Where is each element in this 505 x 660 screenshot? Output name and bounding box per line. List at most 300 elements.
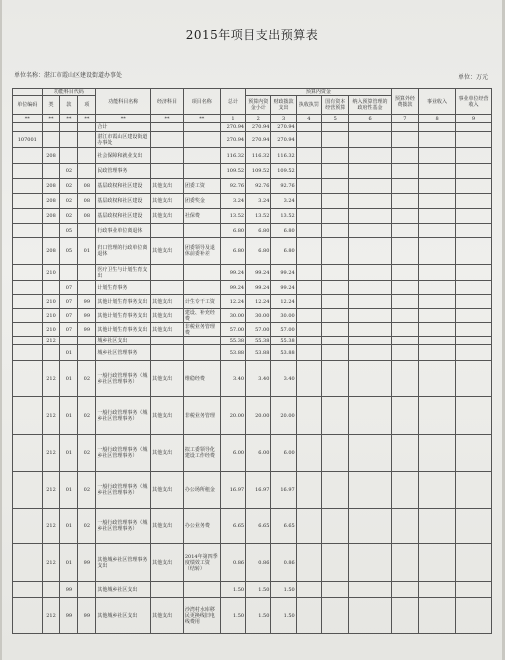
table-row <box>13 123 492 132</box>
budget-sub-cell: 270.94 <box>246 123 271 132</box>
func-name-cell: 其他计划生育事务支出 <box>96 295 151 309</box>
func-name-cell: 社会保障和就业支出 <box>96 148 151 164</box>
kuan-cell <box>60 265 78 281</box>
kuan-cell: 02 <box>60 209 78 224</box>
affiliate-cell <box>456 179 492 194</box>
total-cell: 13.52 <box>220 209 245 224</box>
total-cell: 109.52 <box>220 164 245 179</box>
business-cell <box>419 472 456 509</box>
extra-cell <box>391 132 418 148</box>
affiliate-cell <box>456 281 492 295</box>
fiscal-cell: 53.88 <box>271 345 296 361</box>
econ-cell: 其他支出 <box>151 544 184 582</box>
unit-code-cell <box>13 361 43 397</box>
extra-cell <box>391 123 418 132</box>
fiscal-cell: 109.52 <box>271 164 296 179</box>
lei-cell: 210 <box>42 265 60 281</box>
lei-cell: 212 <box>42 397 60 435</box>
lei-cell <box>42 345 60 361</box>
func-name-cell: 行政事业单位离退休 <box>96 224 151 238</box>
proj-name-cell <box>183 281 220 295</box>
state-capital-cell <box>322 323 349 337</box>
gov-fund-cell <box>349 509 391 544</box>
proj-name-cell: 团委奖金 <box>183 194 220 209</box>
kuan-cell: 01 <box>60 472 78 509</box>
fiscal-cell: 6.80 <box>271 238 296 265</box>
lei-cell <box>42 132 60 148</box>
xiang-cell <box>78 582 96 598</box>
kuan-cell: 07 <box>60 309 78 323</box>
budget-sub-cell: 12.24 <box>246 295 271 309</box>
kuan-cell: 07 <box>60 323 78 337</box>
gov-fund-cell <box>349 361 391 397</box>
header-econ: 经济科目 <box>151 89 184 115</box>
unified-cell <box>296 295 321 309</box>
unit-code-cell <box>13 323 43 337</box>
proj-name-cell: 社保费 <box>183 209 220 224</box>
table-row <box>13 544 492 582</box>
econ-cell <box>151 132 184 148</box>
total-cell: 53.88 <box>220 345 245 361</box>
xiang-cell: 02 <box>78 397 96 435</box>
column-mark: ** <box>60 115 78 123</box>
state-capital-cell <box>322 544 349 582</box>
unit-code-cell <box>13 224 43 238</box>
unit-code-cell <box>13 598 43 634</box>
kuan-cell: 05 <box>60 238 78 265</box>
table-row <box>13 148 492 164</box>
business-cell <box>419 435 456 472</box>
gov-fund-cell <box>349 224 391 238</box>
fiscal-cell: 6.00 <box>271 435 296 472</box>
budget-sub-cell: 16.97 <box>246 472 271 509</box>
unit-code-cell <box>13 337 43 345</box>
lei-cell: 212 <box>42 337 60 345</box>
kuan-cell: 02 <box>60 164 78 179</box>
header-unit-code: 单位编码 <box>13 96 43 115</box>
affiliate-cell <box>456 361 492 397</box>
unified-cell <box>296 323 321 337</box>
table-row <box>13 295 492 309</box>
state-capital-cell <box>322 472 349 509</box>
table-body <box>13 115 492 634</box>
total-cell: 1.50 <box>220 582 245 598</box>
gov-fund-cell <box>349 544 391 582</box>
header-func-code-group: 功能科目代码 <box>42 89 96 96</box>
kuan-cell: 99 <box>60 598 78 634</box>
fiscal-cell: 99.24 <box>271 281 296 295</box>
table-row <box>13 281 492 295</box>
econ-cell <box>151 123 184 132</box>
state-capital-cell <box>322 435 349 472</box>
econ-cell: 其他支出 <box>151 397 184 435</box>
kuan-cell: 99 <box>60 582 78 598</box>
lei-cell: 210 <box>42 323 60 337</box>
proj-name-cell <box>183 123 220 132</box>
column-mark: ** <box>151 115 184 123</box>
xiang-cell <box>78 265 96 281</box>
business-cell <box>419 337 456 345</box>
extra-cell <box>391 509 418 544</box>
affiliate-cell <box>456 194 492 209</box>
table-row <box>13 238 492 265</box>
unified-cell <box>296 132 321 148</box>
state-capital-cell <box>322 148 349 164</box>
xiang-cell: 99 <box>78 598 96 634</box>
fiscal-cell: 30.00 <box>271 309 296 323</box>
table-row <box>13 472 492 509</box>
unit-code-cell <box>13 435 43 472</box>
gov-fund-cell <box>349 148 391 164</box>
unified-cell <box>296 148 321 164</box>
unit-code-cell <box>13 509 43 544</box>
extra-cell <box>391 148 418 164</box>
proj-name-cell: 非税业务管理费 <box>183 323 220 337</box>
header-lei: 类 <box>42 96 60 115</box>
unit-code-cell <box>13 164 43 179</box>
xiang-cell <box>78 337 96 345</box>
affiliate-cell <box>456 435 492 472</box>
state-capital-cell <box>322 179 349 194</box>
gov-fund-cell <box>349 337 391 345</box>
func-name-cell: 一般行政管理事务（城乡社区管理事务） <box>96 435 151 472</box>
budget-sub-cell: 6.80 <box>246 238 271 265</box>
proj-name-cell <box>183 164 220 179</box>
proj-name-cell <box>183 337 220 345</box>
econ-cell: 其他支出 <box>151 179 184 194</box>
budget-sub-cell: 30.00 <box>246 309 271 323</box>
state-capital-cell <box>322 281 349 295</box>
affiliate-cell <box>456 345 492 361</box>
lei-cell <box>42 164 60 179</box>
unit-code-cell <box>13 148 43 164</box>
proj-name-cell: 非税业务管理 <box>183 397 220 435</box>
fiscal-cell: 270.94 <box>271 123 296 132</box>
xiang-cell: 99 <box>78 544 96 582</box>
xiang-cell: 02 <box>78 361 96 397</box>
state-capital-cell <box>322 509 349 544</box>
header-kuan: 款 <box>60 96 78 115</box>
table-row <box>13 224 492 238</box>
budget-sub-cell: 6.80 <box>246 224 271 238</box>
total-cell: 6.00 <box>220 435 245 472</box>
func-name-cell: 归口管理的行政单位离退休 <box>96 238 151 265</box>
total-cell: 6.65 <box>220 509 245 544</box>
header-func-name: 功能科目名称 <box>96 89 151 115</box>
func-name-cell: 其他计划生育事务支出 <box>96 309 151 323</box>
econ-cell <box>151 582 184 598</box>
budget-sub-cell: 92.76 <box>246 179 271 194</box>
func-name-cell: 其他城乡社区支出 <box>96 598 151 634</box>
gov-fund-cell <box>349 194 391 209</box>
total-cell: 92.76 <box>220 179 245 194</box>
kuan-cell: 01 <box>60 361 78 397</box>
state-capital-cell <box>322 123 349 132</box>
func-name-cell: 城乡社区管理事务 <box>96 345 151 361</box>
business-cell <box>419 164 456 179</box>
budget-sub-cell: 55.38 <box>246 337 271 345</box>
column-mark: ** <box>13 115 43 123</box>
table-row <box>13 361 492 397</box>
affiliate-cell <box>456 598 492 634</box>
affiliate-cell <box>456 224 492 238</box>
lei-cell: 210 <box>42 295 60 309</box>
budget-sub-cell: 13.52 <box>246 209 271 224</box>
func-name-cell: 其他城乡社区支出 <box>96 582 151 598</box>
xiang-cell <box>78 345 96 361</box>
state-capital-cell <box>322 265 349 281</box>
extra-cell <box>391 544 418 582</box>
unified-cell <box>296 337 321 345</box>
lei-cell: 208 <box>42 209 60 224</box>
unified-cell <box>296 397 321 435</box>
gov-fund-cell <box>349 309 391 323</box>
kuan-cell <box>60 132 78 148</box>
total-cell: 6.80 <box>220 224 245 238</box>
xiang-cell: 99 <box>78 295 96 309</box>
xiang-cell <box>78 123 96 132</box>
gov-fund-cell <box>349 209 391 224</box>
unified-cell <box>296 435 321 472</box>
proj-name-cell <box>183 132 220 148</box>
lei-cell: 212 <box>42 435 60 472</box>
affiliate-cell <box>456 337 492 345</box>
func-name-cell: 一般行政管理事务（城乡社区管理事务） <box>96 509 151 544</box>
gov-fund-cell <box>349 397 391 435</box>
kuan-cell: 01 <box>60 544 78 582</box>
proj-name-cell <box>183 345 220 361</box>
proj-name-cell <box>183 582 220 598</box>
total-cell: 12.24 <box>220 295 245 309</box>
extra-cell <box>391 164 418 179</box>
business-cell <box>419 345 456 361</box>
table-row <box>13 435 492 472</box>
xiang-cell: 08 <box>78 209 96 224</box>
unit-code-cell <box>13 345 43 361</box>
kuan-cell: 07 <box>60 281 78 295</box>
unit-code-cell <box>13 123 43 132</box>
proj-name-cell: 团委领导及退休前委补差 <box>183 238 220 265</box>
unit-code-cell <box>13 397 43 435</box>
unified-cell <box>296 179 321 194</box>
state-capital-cell <box>322 345 349 361</box>
header-extra: 预算外经费拨款 <box>391 89 418 115</box>
unified-cell <box>296 472 321 509</box>
xiang-cell: 01 <box>78 238 96 265</box>
xiang-cell <box>78 164 96 179</box>
extra-cell <box>391 295 418 309</box>
business-cell <box>419 295 456 309</box>
business-cell <box>419 179 456 194</box>
state-capital-cell <box>322 582 349 598</box>
header-fiscal: 财政拨款支出 <box>271 96 296 115</box>
unit-measure-label: 单位：万元 <box>457 74 488 81</box>
unit-code-cell <box>13 265 43 281</box>
budget-sub-cell: 3.40 <box>246 361 271 397</box>
table-row <box>13 337 492 345</box>
extra-cell <box>391 194 418 209</box>
business-cell <box>419 598 456 634</box>
fiscal-cell: 3.24 <box>271 194 296 209</box>
gov-fund-cell <box>349 582 391 598</box>
header-proj-name: 项目名称 <box>183 89 220 115</box>
column-mark: ** <box>42 115 60 123</box>
affiliate-cell <box>456 397 492 435</box>
business-cell <box>419 309 456 323</box>
gov-fund-cell <box>349 265 391 281</box>
unified-cell <box>296 265 321 281</box>
budget-sub-cell: 57.00 <box>246 323 271 337</box>
func-name-cell: 其他城乡社区管理事务支出 <box>96 544 151 582</box>
business-cell <box>419 238 456 265</box>
column-mark: 1 <box>220 115 245 123</box>
func-name-cell: 基层政权和社区建设 <box>96 209 151 224</box>
column-marks-row <box>13 115 492 123</box>
unified-cell <box>296 238 321 265</box>
fiscal-cell: 3.40 <box>271 361 296 397</box>
extra-cell <box>391 582 418 598</box>
xiang-cell <box>78 148 96 164</box>
table-row <box>13 132 492 148</box>
unit-code-cell <box>13 582 43 598</box>
econ-cell: 其他支出 <box>151 472 184 509</box>
gov-fund-cell <box>349 164 391 179</box>
column-mark: 7 <box>391 115 418 123</box>
func-name-cell: 医疗卫生与计划生育支出 <box>96 265 151 281</box>
proj-name-cell: 建设、补充经费 <box>183 309 220 323</box>
econ-cell: 其他支出 <box>151 309 184 323</box>
affiliate-cell <box>456 309 492 323</box>
budget-table <box>12 88 492 634</box>
table-row <box>13 582 492 598</box>
column-mark: 5 <box>322 115 349 123</box>
affiliate-cell <box>456 582 492 598</box>
table-row <box>13 309 492 323</box>
state-capital-cell <box>322 224 349 238</box>
lei-cell: 208 <box>42 194 60 209</box>
fiscal-cell: 12.24 <box>271 295 296 309</box>
fiscal-cell: 6.80 <box>271 224 296 238</box>
table-row <box>13 598 492 634</box>
budget-sheet <box>2 0 502 660</box>
budget-sub-cell: 270.94 <box>246 132 271 148</box>
econ-cell: 其他支出 <box>151 238 184 265</box>
header-gov-fund: 纳入预算管理的政府性基金 <box>349 96 391 115</box>
header-unified: 执收执罚 <box>296 96 321 115</box>
proj-name-cell: 计生专干工资 <box>183 295 220 309</box>
xiang-cell: 02 <box>78 509 96 544</box>
proj-name-cell: 2014年第四季度绩效工资（结转） <box>183 544 220 582</box>
econ-cell: 其他支出 <box>151 295 184 309</box>
func-name-cell: 一般行政管理事务（城乡社区管理事务） <box>96 397 151 435</box>
business-cell <box>419 397 456 435</box>
econ-cell: 其他支出 <box>151 509 184 544</box>
gov-fund-cell <box>349 179 391 194</box>
unit-code-cell <box>13 472 43 509</box>
affiliate-cell <box>456 544 492 582</box>
unified-cell <box>296 281 321 295</box>
total-cell: 270.94 <box>220 132 245 148</box>
xiang-cell: 99 <box>78 323 96 337</box>
econ-cell <box>151 148 184 164</box>
budget-sub-cell: 1.50 <box>246 582 271 598</box>
total-cell: 3.40 <box>220 361 245 397</box>
fiscal-cell: 116.32 <box>271 148 296 164</box>
xiang-cell: 08 <box>78 194 96 209</box>
unified-cell <box>296 582 321 598</box>
unified-cell <box>296 164 321 179</box>
business-cell <box>419 194 456 209</box>
extra-cell <box>391 435 418 472</box>
unit-code-cell <box>13 295 43 309</box>
budget-sub-cell: 3.24 <box>246 194 271 209</box>
total-cell: 55.38 <box>220 337 245 345</box>
page-title: 2015年项目支出预算表 <box>185 28 319 42</box>
state-capital-cell <box>322 295 349 309</box>
table-row <box>13 265 492 281</box>
fiscal-cell: 270.94 <box>271 132 296 148</box>
gov-fund-cell <box>349 238 391 265</box>
func-name-cell: 一般行政管理事务（城乡社区管理事务） <box>96 361 151 397</box>
affiliate-cell <box>456 123 492 132</box>
unit-code-cell <box>13 209 43 224</box>
state-capital-cell <box>322 132 349 148</box>
econ-cell <box>151 337 184 345</box>
fiscal-cell: 13.52 <box>271 209 296 224</box>
total-cell: 30.00 <box>220 309 245 323</box>
budget-sub-cell: 53.88 <box>246 345 271 361</box>
header-xiang: 项 <box>78 96 96 115</box>
lei-cell: 208 <box>42 179 60 194</box>
xiang-cell <box>78 281 96 295</box>
total-cell: 116.32 <box>220 148 245 164</box>
business-cell <box>419 148 456 164</box>
state-capital-cell <box>322 194 349 209</box>
business-cell <box>419 509 456 544</box>
table-row <box>13 209 492 224</box>
econ-cell: 其他支出 <box>151 361 184 397</box>
total-cell: 270.94 <box>220 123 245 132</box>
column-mark: 9 <box>456 115 492 123</box>
gov-fund-cell <box>349 323 391 337</box>
extra-cell <box>391 337 418 345</box>
affiliate-cell <box>456 209 492 224</box>
kuan-cell: 01 <box>60 509 78 544</box>
budget-sub-cell: 6.00 <box>246 435 271 472</box>
total-cell: 0.86 <box>220 544 245 582</box>
proj-name-cell <box>183 148 220 164</box>
func-name-cell: 民政管理事务 <box>96 164 151 179</box>
business-cell <box>419 281 456 295</box>
column-mark: ** <box>183 115 220 123</box>
func-name-cell: 一般行政管理事务（城乡社区管理事务） <box>96 472 151 509</box>
unit-code-cell <box>13 238 43 265</box>
business-cell <box>419 582 456 598</box>
budget-sub-cell: 6.65 <box>246 509 271 544</box>
proj-name-cell <box>183 265 220 281</box>
xiang-cell: 99 <box>78 309 96 323</box>
total-cell: 57.00 <box>220 323 245 337</box>
lei-cell: 208 <box>42 238 60 265</box>
budget-sub-cell: 0.86 <box>246 544 271 582</box>
econ-cell <box>151 224 184 238</box>
business-cell <box>419 323 456 337</box>
proj-name-cell: 办公场所租金 <box>183 472 220 509</box>
econ-cell: 其他支出 <box>151 435 184 472</box>
extra-cell <box>391 179 418 194</box>
column-mark: 3 <box>271 115 296 123</box>
total-cell: 99.24 <box>220 281 245 295</box>
